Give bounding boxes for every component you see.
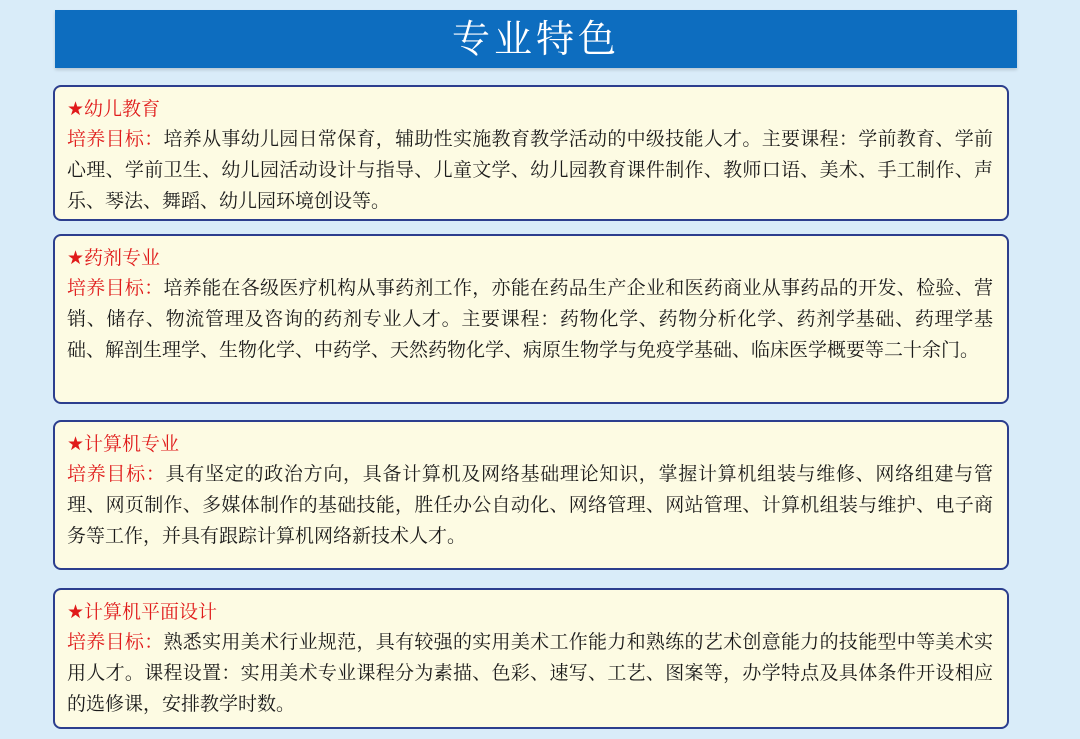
section-header <box>55 10 1017 68</box>
goal-label: 培养目标： <box>67 631 164 653</box>
goal-label: 培养目标： <box>67 463 166 485</box>
major-card-early-childhood-education <box>53 85 1009 221</box>
major-title: ★药剂专业 <box>67 247 161 269</box>
major-description <box>67 124 993 217</box>
goal-text: 熟悉实用美术行业规范，具有较强的实用美术工作能力和熟练的艺术创意能力的技能型中等美术实用人才。课程设置：实用美术专业课程分为素描、色彩、速写、工艺、图案等，办学特点及具体条件开设相应的选修课，安排教学时数。 <box>67 631 993 715</box>
page-title: 专业特色 <box>451 17 620 61</box>
goal-text: 培养从事幼儿园日常保育，辅助性实施教育教学活动的中级技能人才。主要课程：学前教育、学前心理、学前卫生、幼儿园活动设计与指导、儿童文学、幼儿园教育课件制作、教师口语、美术、手工制作、声乐、琴法、舞蹈、幼儿园环境创设等。 <box>67 128 993 212</box>
goal-label: 培养目标： <box>67 277 164 299</box>
major-title: ★计算机专业 <box>67 433 180 455</box>
goal-label: 培养目标： <box>67 128 164 150</box>
major-description <box>67 627 993 720</box>
major-description <box>67 273 993 366</box>
major-title: ★幼儿教育 <box>67 98 161 120</box>
major-title: ★计算机平面设计 <box>67 601 218 623</box>
goal-text: 培养能在各级医疗机构从事药剂工作，亦能在药品生产企业和医药商业从事药品的开发、检验、营销、储存、物流管理及咨询的药剂专业人才。主要课程：药物化学、药物分析化学、药剂学基础、药理学基础、解剖生理学、生物化学、中药学、天然药物化学、病原生物学与免疫学基础、临床医学概要等二十余门。 <box>67 277 993 361</box>
major-description <box>67 459 993 552</box>
major-card-computer <box>53 420 1009 570</box>
major-card-pharmacy <box>53 234 1009 404</box>
major-card-graphic-design <box>53 588 1009 729</box>
goal-text: 具有坚定的政治方向，具备计算机及网络基础理论知识，掌握计算机组装与维修、网络组建与管理、网页制作、多媒体制作的基础技能，胜任办公自动化、网络管理、网站管理、计算机组装与维护、电子商务等工作，并具有跟踪计算机网络新技术人才。 <box>67 463 993 547</box>
